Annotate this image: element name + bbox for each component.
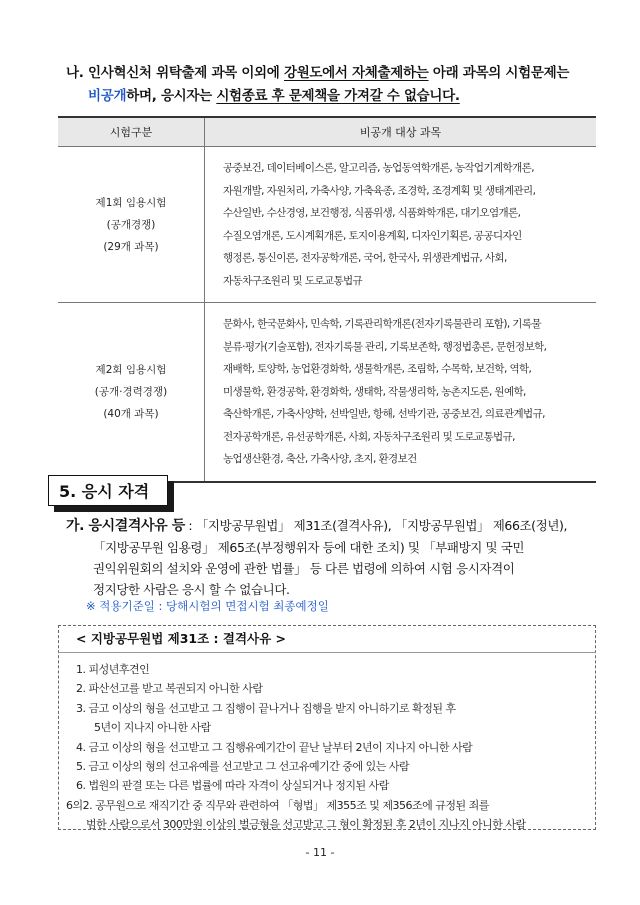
table-row: [58, 303, 596, 482]
table-header-row: [58, 117, 596, 147]
self-exam-phrase: 강원도에서 자체출제하는: [283, 65, 429, 81]
no-take-home-phrase: 시험종료 후 문제책을 가져갈 수 없습니다.: [216, 88, 460, 104]
list-item: 1. 피성년후견인: [76, 663, 150, 676]
header-subjects: 비공개 대상 과목: [205, 117, 597, 147]
page-number: - 11 -: [305, 846, 335, 859]
law-excerpt-list: [66, 660, 586, 835]
exam-type-cell: 제1회 임용시험 (공개경쟁) (29개 과목): [58, 147, 205, 303]
law-excerpt-title: < 지방공무원법 제31조 : 결격사유 >: [58, 625, 596, 653]
disqualification-heading: 가. 응시결격사유 등: [66, 518, 185, 534]
intro-line-1: 나. 인사혁신처 위탁출제 과목 이외에 강원도에서 자체출제하는 아래 과목의 시험문제는: [66, 65, 570, 81]
list-item: 4. 금고 이상의 형을 선고받고 그 집행유예기간이 끝난 날부터 2년이 지나지 아니한 사람: [76, 740, 473, 754]
subjects-cell: 문화사, 한국문화사, 민속학, 기록관리학개론(전자기록물관리 포함), 기록물 분류·평가(기술포함), 전자기록물 관리, 기록보존학, 행정법총론, 문헌정보학, 재배학, 토양학, 농업환경화학, 생물학개론, 조림학, 수목학, 보건학, 역학, 미생물학, 환경공학, 환경화학, 생태학, 작물생리학, 농촌지도론, 원예학, 축산학개론, 가축사양학, 선박일반, 항해, 선박기관, 공중보건, 의료관계법규, 전자공학개론, 유선공학개론, 사회, 자동차구조원리 및 도로교통법규, 농업생산환경, 축산, 가축사양, 초지, 환경보건: [205, 303, 597, 482]
section-title-box: 5. 응시 자격: [48, 475, 168, 506]
header-exam-type: 시험구분: [58, 117, 205, 147]
list-item: 3. 금고 이상의 형을 선고받고 그 집행이 끝나거나 집행을 받지 아니하기로 확정된 후: [76, 701, 456, 715]
list-item: 2. 파산선고를 받고 복권되지 아니한 사람: [76, 682, 263, 696]
list-item: 5년이 지나지 아니한 사람: [94, 721, 211, 735]
intro-line-2: 비공개하며, 응시자는 시험종료 후 문제책을 가져갈 수 없습니다.: [88, 88, 460, 104]
exam-type-cell: 제2회 임용시험 (공개·경력경쟁) (40개 과목): [58, 303, 205, 482]
reference-date-note: ※ 적용기준일 : 당해시험의 면접시험 최종예정일: [86, 599, 329, 613]
intro-paragraph: [66, 62, 606, 108]
table-row: [58, 147, 596, 303]
nondisclosed-subjects-table: [58, 116, 596, 483]
nondisclosure-word: 비공개: [88, 88, 127, 104]
list-item: 6의2. 공무원으로 재직기간 중 직무와 관련하여 「형법」 제355조 및 제356조에 규정된 죄를: [66, 798, 489, 812]
list-item: 6. 법원의 판결 또는 다른 법률에 따라 자격이 상실되거나 정지된 사람: [76, 779, 389, 793]
subjects-cell: 공중보건, 데이터베이스론, 알고리즘, 농업동역학개론, 농작업기계학개론, 자원개발, 자원처리, 가축사양, 가축육종, 조경학, 조경계획 및 생태계관리, 수산일반, 수산경영, 보건행정, 식품위생, 식품화학개론, 대기오염개론, 수질오염개론, 도시계획개론, 토지이용계획, 디자인기획론, 공공디자인 행정론, 통신이론, 전자공학개론, 국어, 한국사, 위생관계법규, 사회, 자동차구조원리 및 도로교통법규: [205, 147, 597, 303]
list-item: 범한 사람으로서 300만원 이상의 벌금형을 선고받고 그 형이 확정된 후 2년이 지나지 아니한 사람: [86, 818, 526, 832]
disqualification-paragraph: 가. 응시결격사유 등 : 「지방공무원법」 제31조(결격사유), 「지방공무원법」 제66조(정년), 「지방공무원 임용령」 제65조(부정행위자 등에 대한 조치) 및 「부패방지 및 국민 권익위원회의 설치와 운영에 관한 법률」 등 다른 법령에 의하여 시험 응시자격이 정지당한 사람은 응시 할 수 없습니다.: [66, 518, 568, 597]
list-item: 5. 금고 이상의 형의 선고유예를 선고받고 그 선고유예기간 중에 있는 사람: [76, 760, 410, 774]
